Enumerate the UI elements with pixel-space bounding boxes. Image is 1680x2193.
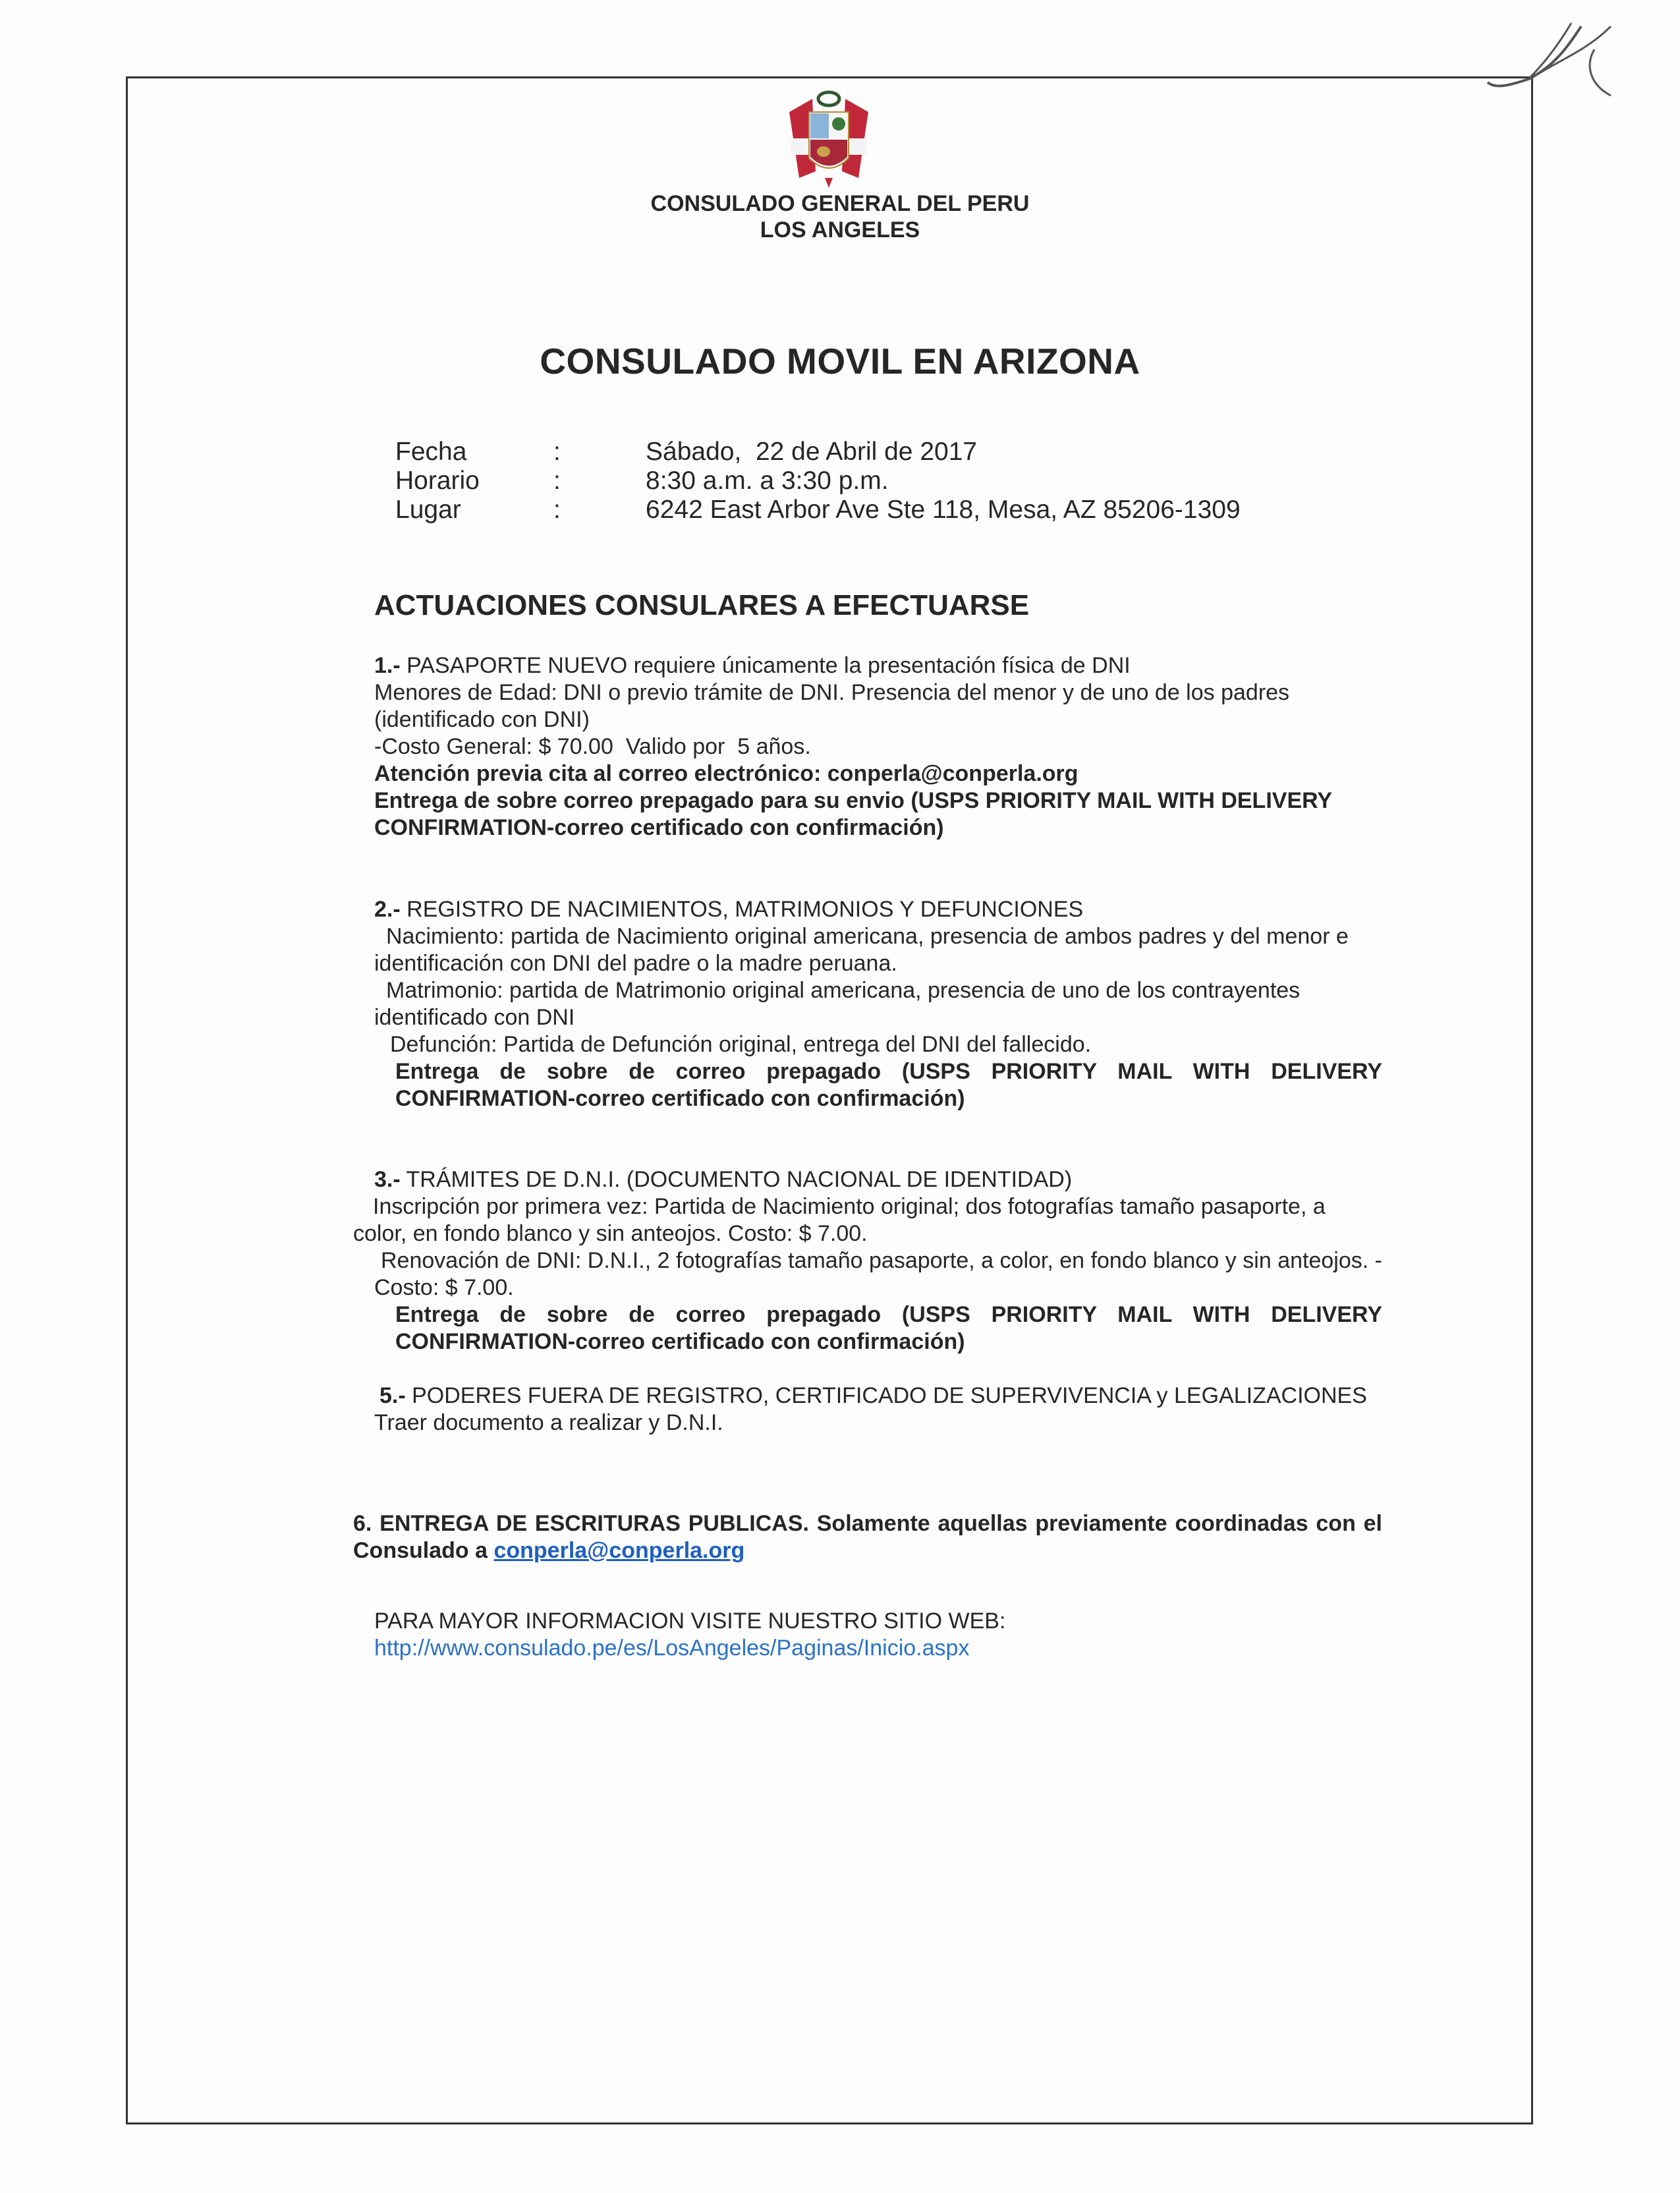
event-row-time [395, 467, 1241, 496]
item-number: 3.- [374, 1167, 401, 1192]
website-link[interactable]: http://www.consulado.pe/es/LosAngeles/Paginas/Inicio.aspx [374, 1636, 970, 1661]
place-separator: : [553, 496, 561, 524]
item-registry-heading [374, 896, 1382, 923]
time-label: Horario [395, 467, 480, 495]
signature-mark-icon [1456, 20, 1627, 99]
item-dni [353, 1166, 1382, 1355]
time-value: 8:30 a.m. a 3:30 p.m. [646, 467, 889, 495]
item-passport-appointment: Atención previa cita al correo electrónico: conperla@conperla.org [374, 761, 1078, 786]
section-heading: ACTUACIONES CONSULARES A EFECTUARSE [374, 589, 1030, 621]
email-link[interactable]: conperla@conperla.org [493, 1538, 745, 1563]
event-row-place [395, 496, 1241, 525]
date-value: Sábado, 22 de Abril de 2017 [646, 438, 978, 466]
item-civil-registry [374, 896, 1382, 1112]
item-heading-text: REGISTRO DE NACIMIENTOS, MATRIMONIOS Y DEFUNCIONES [400, 897, 1084, 922]
item-heading-text: PASAPORTE NUEVO requiere únicamente la presentación física de DNI [400, 653, 1131, 678]
date-separator: : [553, 438, 561, 466]
item-registry-birth: Nacimiento: partida de Nacimiento original americana, presencia de ambos padres y del menor e identificación con DNI del padre o la madre peruana. [374, 924, 1349, 976]
consulate-city: LOS ANGELES [760, 217, 920, 242]
item-registry-death: Defunción: Partida de Defunción original, entrega del DNI del fallecido. [390, 1032, 1092, 1057]
event-row-date [395, 438, 1241, 467]
item-dni-first-registration: Inscripción por primera vez: Partida de Nacimiento original; dos fotografías tamaño pasaporte, a color, en fondo blanco y sin anteojos. Costo: $ 7.00. [353, 1194, 1326, 1246]
item-powers-detail: Traer documento a realizar y D.N.I. [374, 1410, 723, 1435]
item-dni-renewal: Renovación de DNI: D.N.I., 2 fotografías tamaño pasaporte, a color, en fondo blanco y sin anteojos. -Costo: $ 7.00. [374, 1248, 1382, 1300]
date-label: Fecha [395, 438, 467, 466]
document-title: CONSULADO MOVIL EN ARIZONA [540, 341, 1140, 382]
item-number: 5.- [379, 1383, 406, 1408]
item-passport-cost: -Costo General: $ 70.00 Valido por 5 años. [374, 734, 811, 759]
footer-label: PARA MAYOR INFORMACION VISITE NUESTRO SITIO WEB: [374, 1609, 1006, 1634]
event-details [395, 438, 1241, 525]
item-number: 2.- [374, 897, 401, 922]
item-registry-delivery: Entrega de sobre de correo prepagado (USPS PRIORITY MAIL WITH DELIVERY CONFIRMATION-correo certificado con confirmación) [395, 1059, 1382, 1111]
item-heading-text: TRÁMITES DE D.N.I. (DOCUMENTO NACIONAL DE IDENTIDAD) [400, 1167, 1073, 1192]
item-powers [353, 1382, 1382, 1437]
place-label: Lugar [395, 496, 461, 524]
peru-coat-of-arms-icon [783, 86, 875, 191]
consulate-name: CONSULADO GENERAL DEL PERU [650, 191, 1030, 216]
item-public-deeds [353, 1510, 1382, 1564]
item-passport [374, 652, 1382, 841]
footer-info [374, 1608, 1382, 1662]
item-passport-delivery: Entrega de sobre correo prepagado para su envio (USPS PRIORITY MAIL WITH DELIVERY CONFIRMATION-correo certificado con confirmación) [374, 788, 1332, 840]
item-heading-text: PODERES FUERA DE REGISTRO, CERTIFICADO DE SUPERVIVENCIA y LEGALIZACIONES [405, 1383, 1367, 1408]
item-dni-delivery: Entrega de sobre de correo prepagado (USPS PRIORITY MAIL WITH DELIVERY CONFIRMATION-correo certificado con confirmación) [395, 1302, 1382, 1354]
place-value: 6242 East Arbor Ave Ste 118, Mesa, AZ 85206-1309 [646, 496, 1241, 524]
item-powers-heading [353, 1382, 1382, 1410]
item-passport-minors: Menores de Edad: DNI o previo trámite de DNI. Presencia del menor y de uno de los padres (identificado con DNI) [374, 680, 1290, 732]
item-registry-marriage: Matrimonio: partida de Matrimonio original americana, presencia de uno de los contrayentes identificado con DNI [374, 978, 1301, 1030]
item-deeds-text [353, 1510, 1382, 1564]
item-dni-heading [353, 1166, 1382, 1193]
item-number: 1.- [374, 653, 401, 678]
item-passport-heading [374, 652, 1382, 679]
item-deeds-description: 6. ENTREGA DE ESCRITURAS PUBLICAS. Solamente aquellas previamente coordinadas con el Consulado a [353, 1511, 1382, 1563]
time-separator: : [553, 467, 561, 495]
